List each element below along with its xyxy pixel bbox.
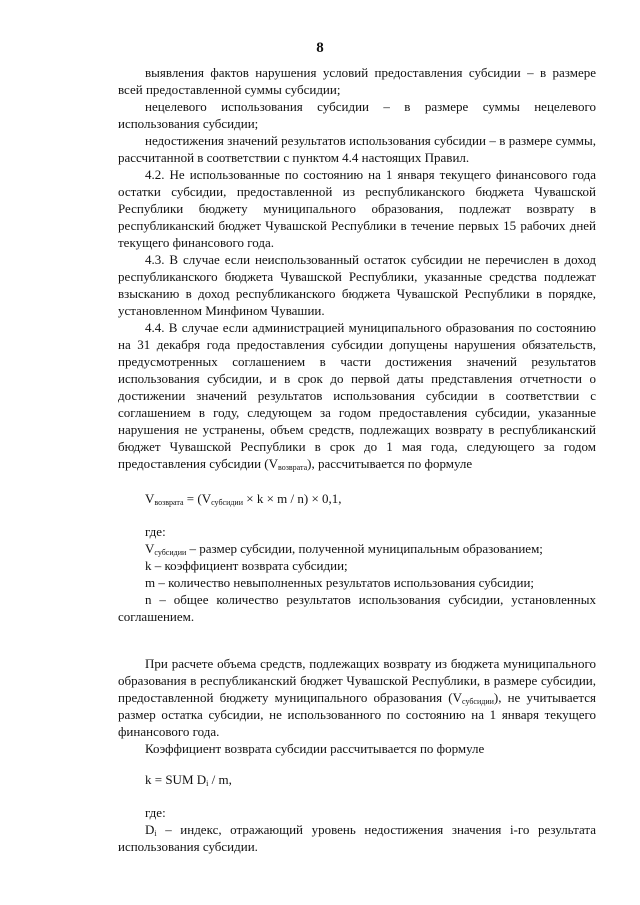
formula-coefficient: k = SUM $D_i$ / m, bbox=[145, 772, 232, 788]
definition-m: m – количество невыполненных результатов использования субсидии; bbox=[145, 575, 535, 590]
paragraph-4-4 bbox=[118, 319, 596, 472]
page-number: 8 bbox=[316, 40, 324, 56]
definition-v-subsidy: $V_{субсидии}$ – размер субсидии, полученной муниципальным образованием; bbox=[145, 541, 543, 557]
paragraph-non-achievement: недостижения значений результатов использования субсидии – в размере суммы, рассчитанной в соответствии с пунктом 4.4 настоящих Правил. bbox=[118, 133, 596, 165]
definition-n: n – общее количество результатов использования субсидии, установленных соглашением. bbox=[118, 592, 596, 624]
definition-k: k – коэффициент возврата субсидии; bbox=[145, 558, 348, 573]
paragraph-misuse: нецелевого использования субсидии – в размере суммы нецелевого использования субсидии; bbox=[118, 99, 596, 131]
where-label-2: где: bbox=[145, 805, 166, 820]
where-label: где: bbox=[145, 524, 166, 539]
paragraph-4-3: 4.3. В случае если неиспользованный остаток субсидии не перечислен в доход республиканского бюджета Чувашской Республики, указанные средства подлежат взысканию в доход республиканского бюджета Чувашской Республики в порядке, установленном Минфином Чувашии. bbox=[118, 252, 596, 318]
paragraph-4-4-text: 4.4. В случае если администрацией муниципального образования по состоянию на 31 декабря года предоставления субсидии допущены нарушения обязательств, предусмотренных соглашением в части достижения значений результатов использования субсидии, и в срок до первой даты представления отчетности о достижении значений результатов использования субсидии в соответствии с соглашением в году, следующем за годом предоставления субсидии, указанные нарушения не устранены, объем средств, подлежащих возврату в республиканский бюджет Чувашской Республики в срок до 1 мая года, следующего за годом предоставления субсидии (V bbox=[118, 320, 596, 471]
paragraph-violation-conditions: выявления фактов нарушения условий предоставления субсидии – в размере всей предоставленной суммы субсидии; bbox=[118, 65, 596, 97]
subscript-return: возврата bbox=[278, 463, 308, 472]
coefficient-line: Коэффициент возврата субсидии рассчитывается по формуле bbox=[145, 741, 485, 756]
paragraph-calculation: При расчете объема средств, подлежащих возврату из бюджета муниципального образования в республиканский бюджет Чувашской Республики, в размере субсидии, предоставленной бюджету муниципального образования $(V_{субсидии})$, не учитывается размер остатка субсидии, не использованного по состоянию на 1 января текущего финансового года. bbox=[118, 656, 596, 739]
document-body bbox=[118, 64, 596, 855]
paragraph-4-2: 4.2. Не использованные по состоянию на 1 января текущего финансового года остатки субсидии, предоставленной из республиканского бюджета Чувашской Республики бюджету муниципального образования, подлежат возврату в республиканский бюджет Чувашской Республики в течение первых 15 рабочих дней текущего финансового года. bbox=[118, 167, 596, 250]
paragraph-4-4-tail: ), рассчитывается по формуле bbox=[307, 456, 473, 471]
definition-d: $D_i$ – индекс, отражающий уровень недостижения значения i-го результата использования субсидии. bbox=[118, 822, 596, 854]
formula-return-volume: $V_{возврата} = (V_{субсидии} \times k \times m / n) \times 0,1$, bbox=[145, 491, 342, 507]
